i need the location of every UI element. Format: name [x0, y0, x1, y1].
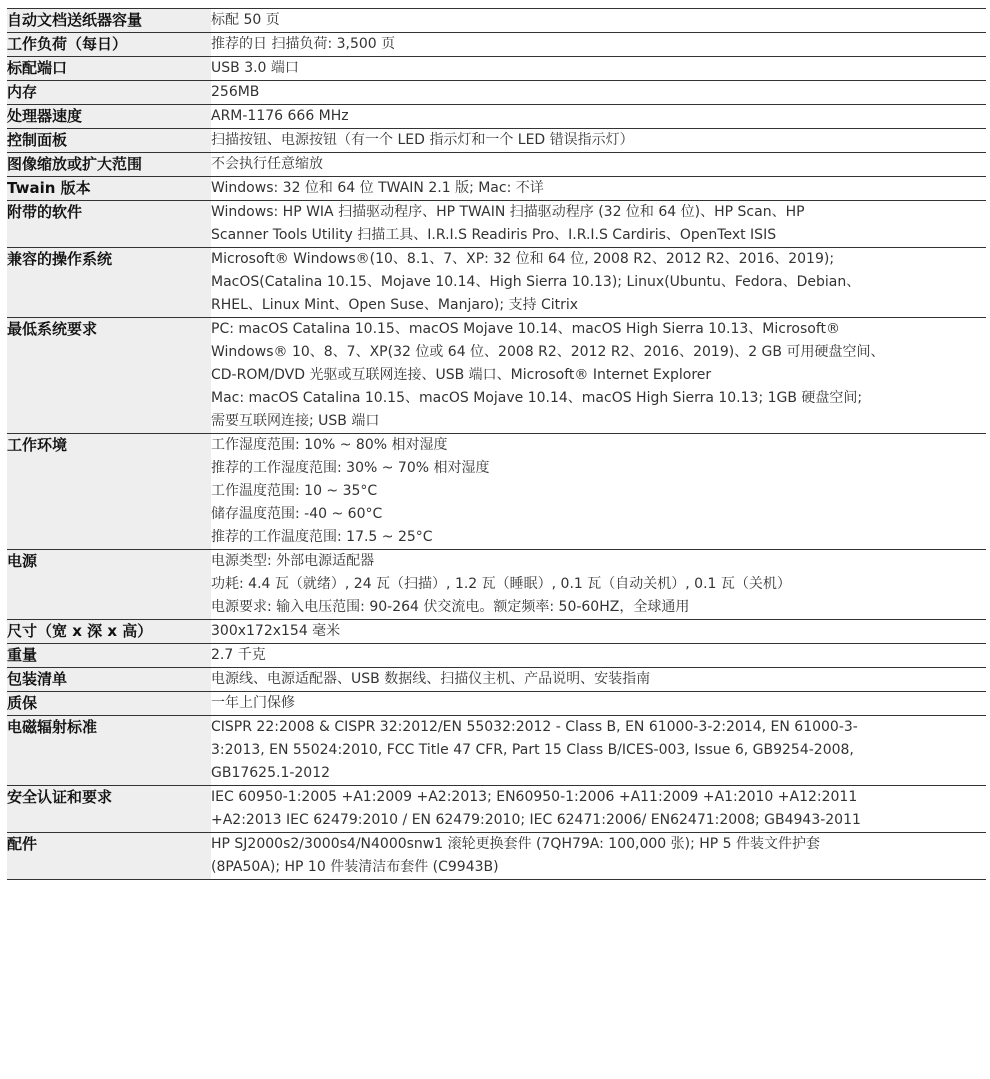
spec-value-line: Windows: 32 位和 64 位 TWAIN 2.1 版; Mac: 不详 — [211, 180, 544, 196]
spec-value-line: 电源线、电源适配器、USB 数据线、扫描仪主机、产品说明、安装指南 — [211, 671, 651, 687]
spec-row — [7, 81, 986, 105]
spec-label: 图像缩放或扩大范围 — [7, 153, 211, 177]
spec-value-line: 扫描按钮、电源按钮（有一个 LED 指示灯和一个 LED 错误指示灯） — [211, 132, 634, 148]
spec-label: 配件 — [7, 833, 211, 880]
spec-row — [7, 153, 986, 177]
spec-row — [7, 620, 986, 644]
spec-value-line: Windows: HP WIA 扫描驱动程序、HP TWAIN 扫描驱动程序 (32 位和 64 位)、HP Scan、HP — [211, 204, 805, 220]
spec-row — [7, 644, 986, 668]
spec-value-line: 功耗: 4.4 瓦（就绪）, 24 瓦（扫描）, 1.2 瓦（睡眠）, 0.1 瓦（自动关机）, 0.1 瓦（关机） — [211, 576, 791, 592]
spec-table-body — [7, 9, 986, 880]
spec-value-line: CD-ROM/DVD 光驱或互联网连接、USB 端口、Microsoft® Internet Explorer — [211, 367, 712, 383]
spec-value-line: Scanner Tools Utility 扫描工具、I.R.I.S Readiris Pro、I.R.I.S Cardiris、OpenText ISIS — [211, 227, 777, 243]
spec-label: 工作负荷（每日） — [7, 33, 211, 57]
spec-label: 包装清单 — [7, 668, 211, 692]
spec-label: 处理器速度 — [7, 105, 211, 129]
spec-value — [211, 105, 986, 129]
spec-value-line: CISPR 22:2008 & CISPR 32:2012/EN 55032:2012 - Class B, EN 61000-3-2:2014, EN 61000-3- — [211, 719, 858, 735]
spec-value-line: 电源类型: 外部电源适配器 — [211, 553, 375, 569]
spec-value — [211, 434, 986, 550]
spec-value-line: MacOS(Catalina 10.15、Mojave 10.14、High Sierra 10.13); Linux(Ubuntu、Fedora、Debian、 — [211, 274, 861, 290]
spec-row — [7, 434, 986, 550]
spec-value-line: Microsoft® Windows®(10、8.1、7、XP: 32 位和 64 位, 2008 R2、2012 R2、2016、2019); — [211, 251, 835, 267]
spec-label: 质保 — [7, 692, 211, 716]
spec-label: 兼容的操作系统 — [7, 248, 211, 318]
spec-value-line: PC: macOS Catalina 10.15、macOS Mojave 10.14、macOS High Sierra 10.13、Microsoft® — [211, 321, 841, 337]
spec-label: 安全认证和要求 — [7, 786, 211, 833]
spec-value — [211, 248, 986, 318]
spec-label: 内存 — [7, 81, 211, 105]
spec-value — [211, 620, 986, 644]
spec-value-line: +A2:2013 IEC 62479:2010 / EN 62479:2010; IEC 62471:2006/ EN62471:2008; GB4943-2011 — [211, 812, 861, 828]
spec-row — [7, 57, 986, 81]
spec-value-line: Mac: macOS Catalina 10.15、macOS Mojave 10.14、macOS High Sierra 10.13; 1GB 硬盘空间; — [211, 390, 863, 406]
spec-value-line: 需要互联网连接; USB 端口 — [211, 413, 380, 429]
spec-value-line: 储存温度范围: -40 ~ 60°C — [211, 506, 383, 522]
spec-label: 附带的软件 — [7, 201, 211, 248]
spec-value-line: 3:2013, EN 55024:2010, FCC Title 47 CFR, Part 15 Class B/ICES-003, Issue 6, GB9254-2008, — [211, 742, 854, 758]
spec-value — [211, 201, 986, 248]
spec-value-line: GB17625.1-2012 — [211, 765, 331, 781]
spec-value — [211, 57, 986, 81]
spec-value-line: 工作湿度范围: 10% ~ 80% 相对湿度 — [211, 437, 448, 453]
spec-label: 重量 — [7, 644, 211, 668]
spec-label: 工作环境 — [7, 434, 211, 550]
spec-label: 自动文档送纸器容量 — [7, 9, 211, 33]
spec-table — [7, 8, 986, 880]
spec-label: 最低系统要求 — [7, 318, 211, 434]
spec-row — [7, 105, 986, 129]
spec-label: 电磁辐射标准 — [7, 716, 211, 786]
spec-row — [7, 833, 986, 880]
spec-row — [7, 318, 986, 434]
spec-value — [211, 692, 986, 716]
spec-value-line: 不会执行任意缩放 — [211, 156, 323, 172]
spec-value — [211, 177, 986, 201]
spec-value-line: 推荐的工作湿度范围: 30% ~ 70% 相对湿度 — [211, 460, 490, 476]
spec-value-line: 2.7 千克 — [211, 647, 266, 663]
spec-row — [7, 786, 986, 833]
spec-value — [211, 318, 986, 434]
spec-value-line: 一年上门保修 — [211, 695, 295, 711]
spec-value-line: 300x172x154 毫米 — [211, 623, 341, 639]
spec-value-line: 工作温度范围: 10 ~ 35°C — [211, 483, 378, 499]
spec-value — [211, 786, 986, 833]
spec-value-line: RHEL、Linux Mint、Open Suse、Manjaro); 支持 Citrix — [211, 297, 579, 313]
spec-row — [7, 129, 986, 153]
spec-value — [211, 81, 986, 105]
spec-value-line: 推荐的日 扫描负荷: 3,500 页 — [211, 36, 396, 52]
spec-value — [211, 833, 986, 880]
spec-value-line: 256MB — [211, 84, 260, 100]
spec-value — [211, 644, 986, 668]
spec-label: Twain 版本 — [7, 177, 211, 201]
spec-row — [7, 201, 986, 248]
spec-row — [7, 716, 986, 786]
spec-value-line: (8PA50A); HP 10 件装清洁布套件 (C9943B) — [211, 859, 499, 875]
spec-row — [7, 33, 986, 57]
spec-label: 电源 — [7, 550, 211, 620]
spec-value-line: 标配 50 页 — [211, 12, 280, 28]
spec-value — [211, 550, 986, 620]
spec-value-line: 推荐的工作温度范围: 17.5 ~ 25°C — [211, 529, 433, 545]
spec-value-line: USB 3.0 端口 — [211, 60, 299, 76]
spec-row — [7, 9, 986, 33]
spec-row — [7, 248, 986, 318]
spec-value-line: IEC 60950-1:2005 +A1:2009 +A2:2013; EN60950-1:2006 +A11:2009 +A1:2010 +A12:2011 — [211, 789, 858, 805]
spec-row — [7, 668, 986, 692]
spec-value — [211, 9, 986, 33]
spec-value — [211, 668, 986, 692]
spec-value — [211, 716, 986, 786]
spec-value-line: HP SJ2000s2/3000s4/N4000snw1 滚轮更换套件 (7QH79A: 100,000 张); HP 5 件装文件护套 — [211, 836, 821, 852]
spec-row — [7, 550, 986, 620]
spec-label: 标配端口 — [7, 57, 211, 81]
spec-row — [7, 177, 986, 201]
spec-value — [211, 33, 986, 57]
spec-row — [7, 692, 986, 716]
spec-value-line: Windows® 10、8、7、XP(32 位或 64 位、2008 R2、2012 R2、2016、2019)、2 GB 可用硬盘空间、 — [211, 344, 885, 360]
spec-value-line: ARM-1176 666 MHz — [211, 108, 349, 124]
spec-value — [211, 153, 986, 177]
spec-value-line: 电源要求: 输入电压范围: 90-264 伏交流电。额定频率: 50-60HZ，全球通用 — [211, 599, 690, 615]
spec-label: 控制面板 — [7, 129, 211, 153]
spec-label: 尺寸（宽 x 深 x 高） — [7, 620, 211, 644]
spec-value — [211, 129, 986, 153]
